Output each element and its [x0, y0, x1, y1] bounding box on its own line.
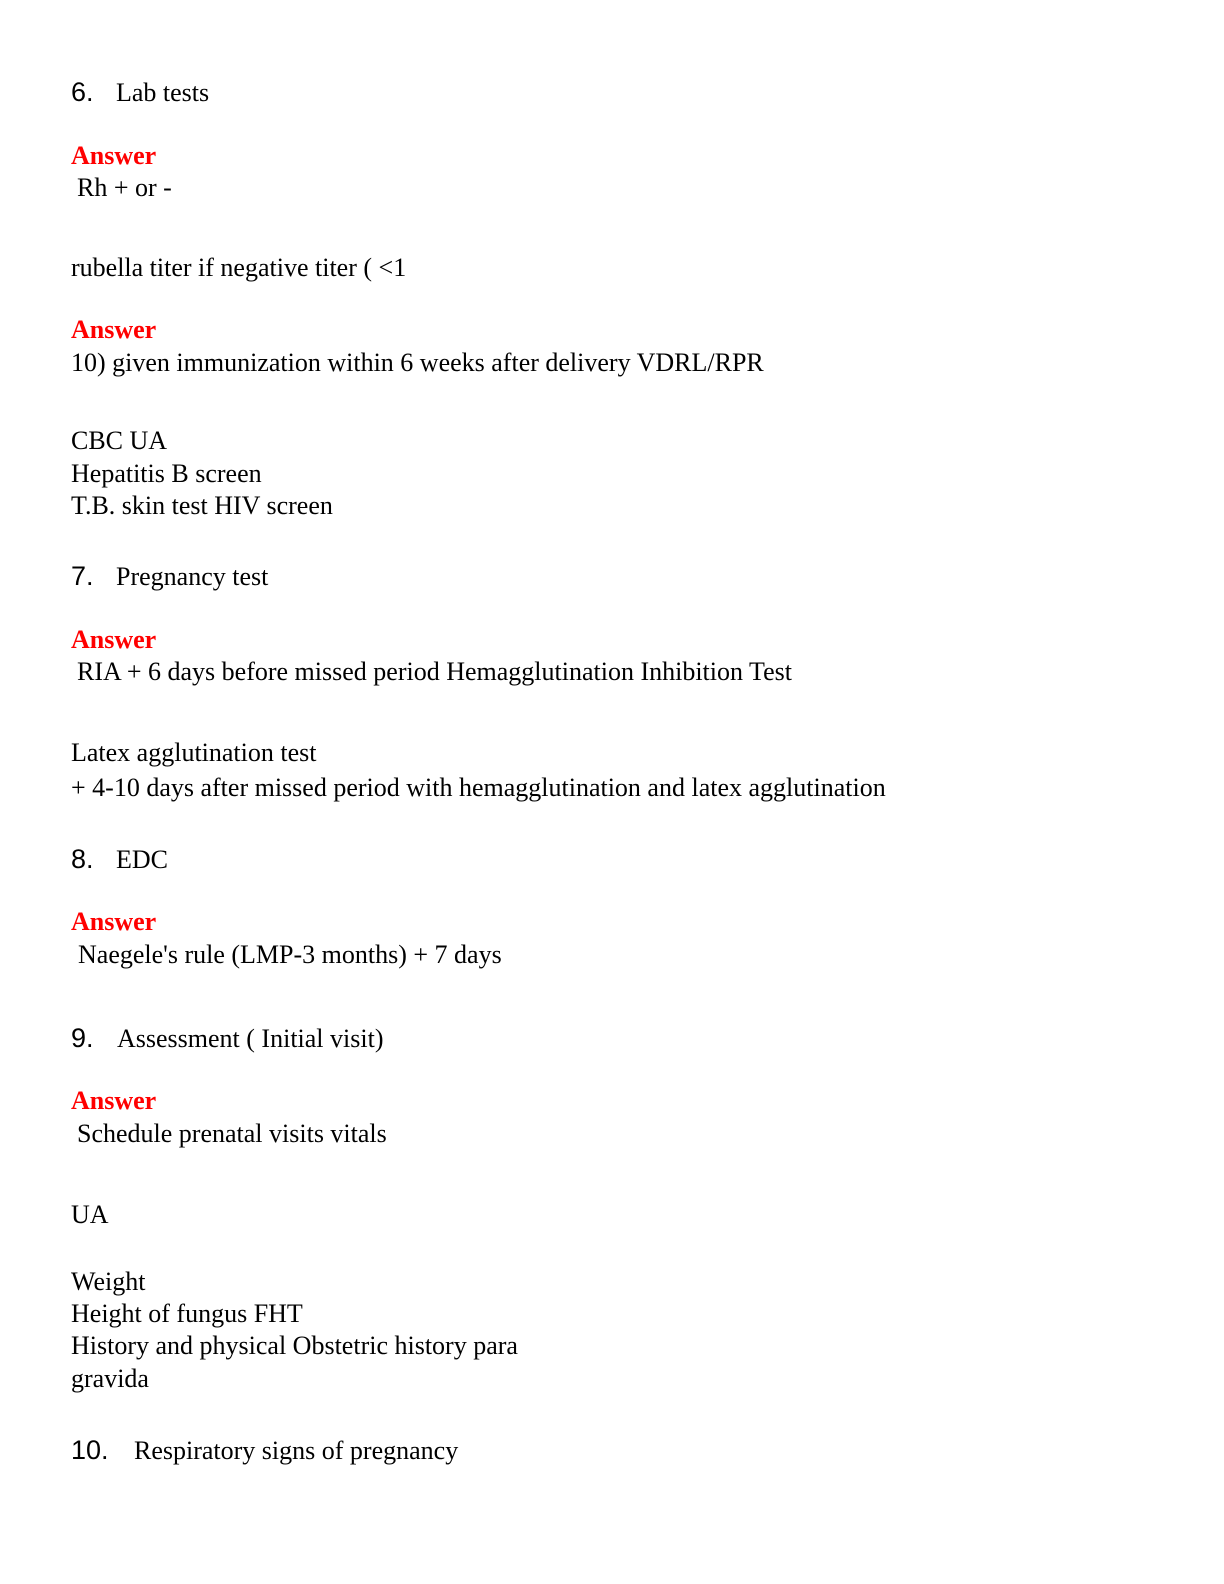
answer-line: Latex agglutination test — [71, 738, 317, 767]
answer-line: RIA + 6 days before missed period Hemagglutination Inhibition Test — [77, 657, 792, 686]
answer-label: Answer — [71, 141, 157, 170]
question-title: Assessment ( Initial visit) — [117, 1024, 384, 1053]
answer-label: Answer — [71, 1086, 157, 1115]
answer-line: Rh + or - — [77, 173, 172, 202]
answer-line: Height of fungus FHT — [71, 1299, 303, 1328]
answer-line: Schedule prenatal visits vitals — [77, 1119, 387, 1148]
question-title: Lab tests — [116, 78, 210, 107]
answer-label: Answer — [71, 315, 157, 344]
answer-line: Naegele's rule (LMP-3 months) + 7 days — [78, 940, 502, 969]
answer-label: Answer — [71, 625, 157, 654]
question-title: Pregnancy test — [116, 562, 269, 591]
answer-line: History and physical Obstetric history para — [71, 1331, 518, 1360]
question-number: 10. — [71, 1435, 109, 1465]
answer-line: gravida — [71, 1364, 149, 1393]
answer-line: Weight — [71, 1267, 146, 1296]
question-number: 8. — [71, 844, 94, 874]
answer-line: rubella titer if negative titer ( <1 — [71, 253, 407, 282]
question-title: Respiratory signs of pregnancy — [134, 1436, 459, 1465]
question-number: 7. — [71, 561, 94, 591]
question-title: EDC — [116, 845, 168, 874]
answer-line: CBC UA — [71, 426, 168, 455]
answer-label: Answer — [71, 907, 157, 936]
answer-line: + 4-10 days after missed period with hemagglutination and latex agglutination — [71, 773, 886, 802]
answer-line: Hepatitis B screen — [71, 459, 262, 488]
answer-line: UA — [71, 1200, 109, 1229]
question-number: 6. — [71, 77, 94, 107]
question-number: 9. — [71, 1023, 94, 1053]
answer-line: 10) given immunization within 6 weeks after delivery VDRL/RPR — [71, 348, 764, 377]
answer-line: T.B. skin test HIV screen — [71, 491, 333, 520]
